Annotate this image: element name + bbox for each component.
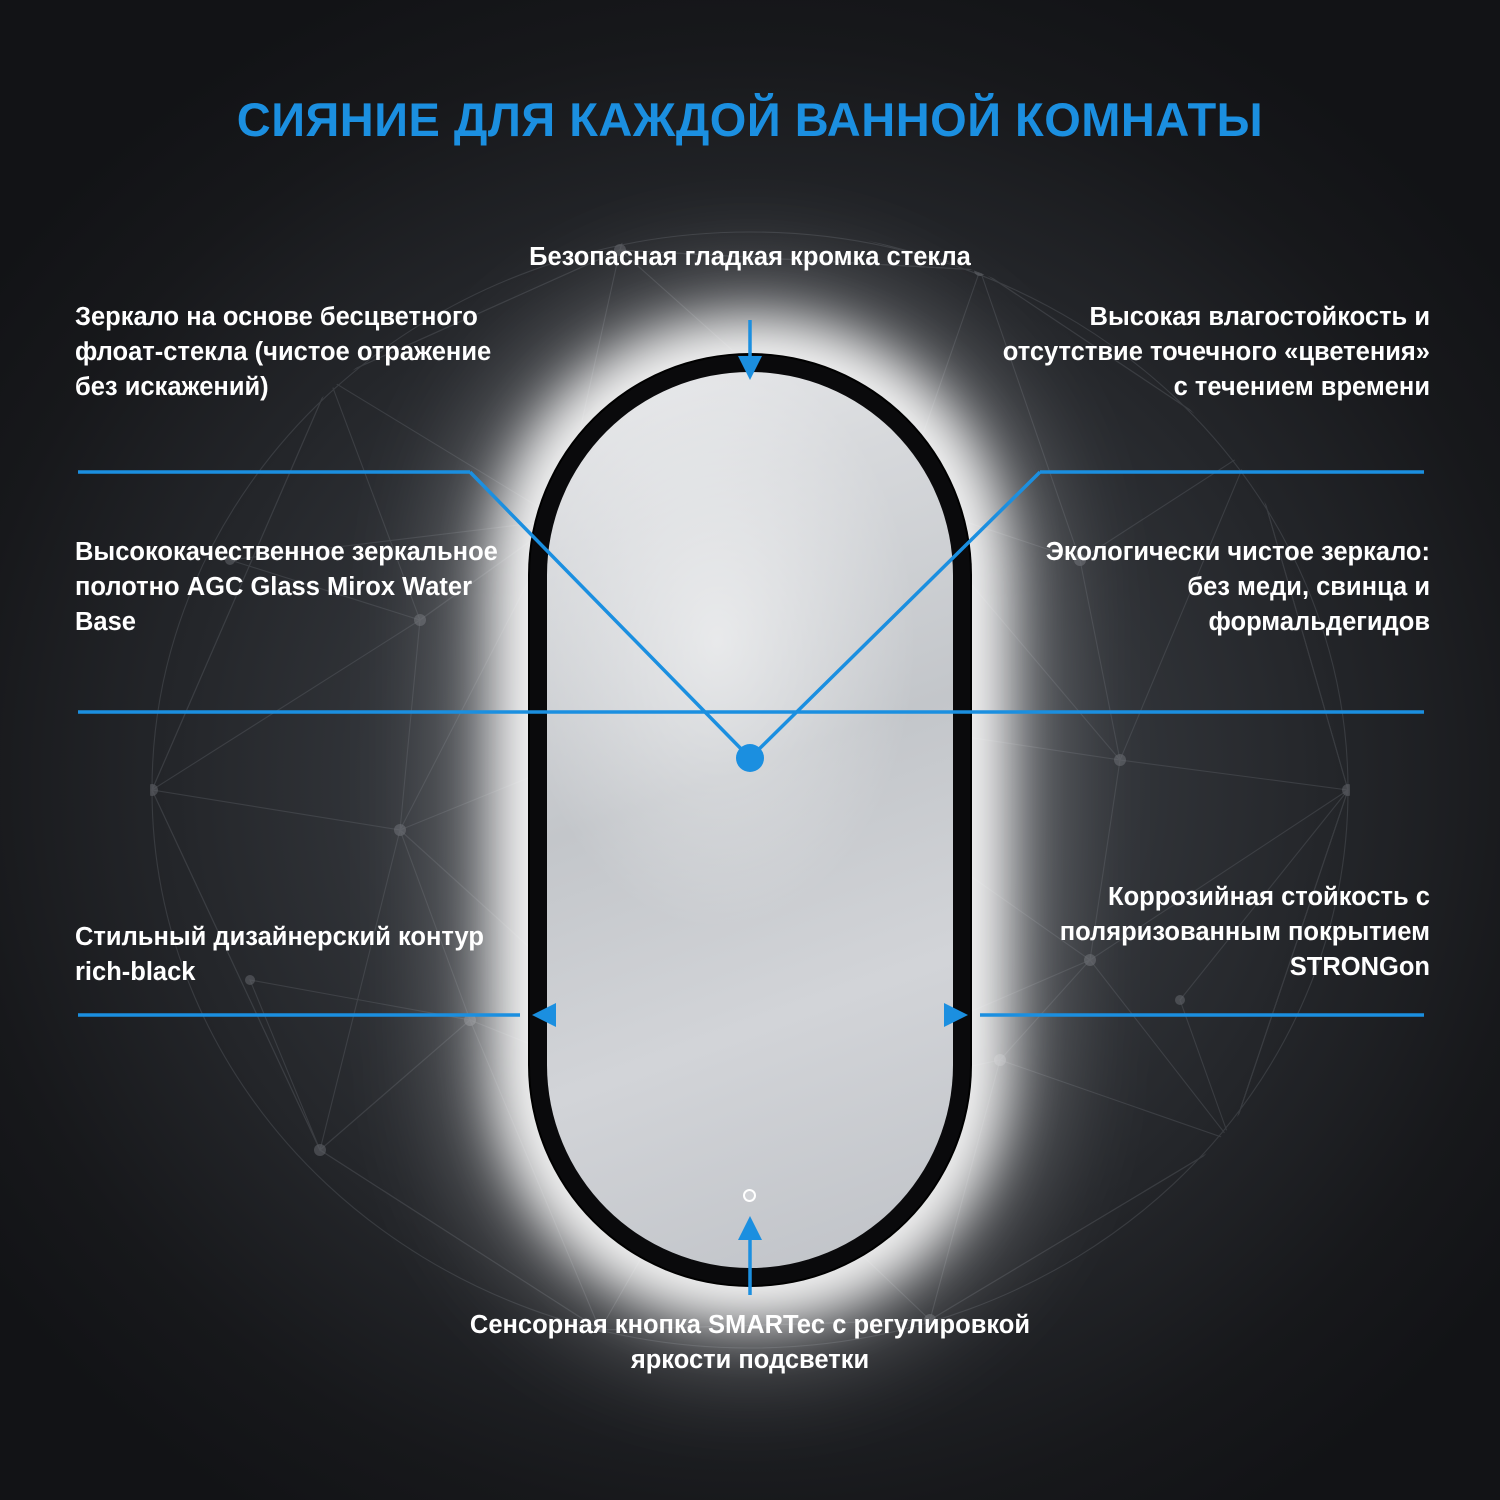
arrow-bottom (738, 1216, 762, 1240)
page-title: СИЯНИЕ ДЛЯ КАЖДОЙ ВАННОЙ КОМНАТЫ (236, 93, 1264, 146)
center-node (736, 744, 764, 772)
callout-label-rich-black-contour: Стильный дизайнерский контур rich-black (75, 923, 484, 986)
callout-label-eco-friendly: Экологически чистое зеркало: без меди, свинца и формальдегидов (1045, 538, 1430, 636)
callout-label-sensor-button: Сенсорная кнопка SMARTec с регулировкой яркости подсветки (469, 1311, 1031, 1374)
arrow-top (738, 356, 762, 380)
callout-label-agc-mirox: Высококачественное зеркальное полотно AGC Glass Mirox Water Base (75, 538, 498, 636)
callout-label-float-glass: Зеркало на основе бесцветного флоат-стекла (чистое отражение без искажений) (75, 303, 492, 401)
arrow-left-inner (532, 1003, 556, 1027)
callout-label-top-edge: Безопасная гладкая кромка стекла (529, 243, 971, 271)
callout-label-corrosion: Коррозийная стойкость с поляризованным покрытием STRONGon (1059, 883, 1430, 981)
arrow-right-inner (944, 1003, 968, 1027)
callout-label-moisture: Высокая влагостойкость и отсутствие точечного «цветения» с течением времени (1002, 303, 1430, 401)
